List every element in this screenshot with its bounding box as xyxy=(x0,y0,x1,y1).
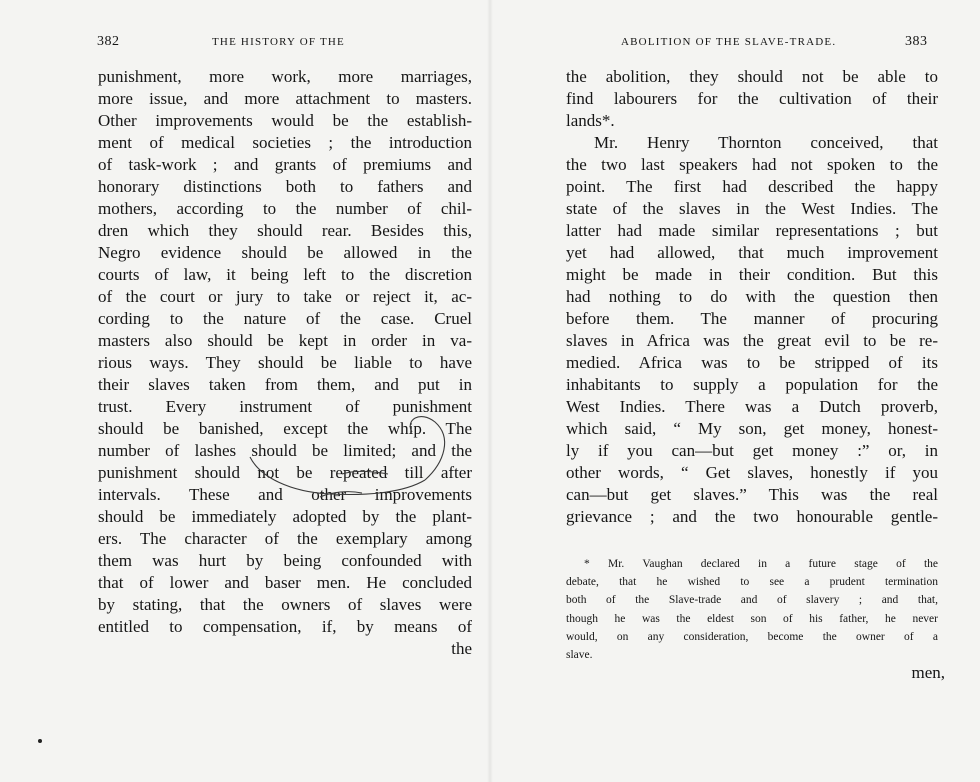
left-body-text xyxy=(98,66,472,660)
text-line: number of lashes should be limited; and the xyxy=(98,441,472,460)
text-line: had nothing to do with the question then xyxy=(566,287,938,306)
text-line: of task-work ; and grants of premiums and xyxy=(98,155,472,174)
right-body-text xyxy=(566,66,938,528)
text-line: entitled to compensation, if, by means of xyxy=(98,617,472,636)
text-line: before them. The manner of procuring xyxy=(566,309,938,328)
text-line: other words, “ Get slaves, honestly if you xyxy=(566,463,938,482)
text-line: should be banished, except the whip. The xyxy=(98,419,472,438)
text-line: medied. Africa was to be stripped of its xyxy=(566,353,938,372)
text-line: Negro evidence should be allowed in the xyxy=(98,243,472,262)
footnote-line: both of the Slave-trade and of slavery ; and that, xyxy=(566,594,938,607)
ink-speck xyxy=(38,739,42,743)
footnote xyxy=(566,555,938,664)
text-line: yet had allowed, that much improvement xyxy=(566,243,938,262)
text-line: them was hurt by being confounded with xyxy=(98,551,472,570)
footnote-line: would, on any consideration, become the owner of a xyxy=(566,630,938,643)
text-line: trust. Every instrument of punishment xyxy=(98,397,472,416)
right-page xyxy=(490,0,980,782)
footnote-line: though he was the eldest son of his father, he never xyxy=(566,612,938,625)
text-line: can—but get slaves.” This was the real xyxy=(566,485,938,504)
text-line: their slaves taken from them, and put in xyxy=(98,375,472,394)
text-line: Mr. Henry Thornton conceived, that xyxy=(594,133,938,152)
footnote-line: * Mr. Vaughan declared in a future stage of the xyxy=(584,558,938,570)
text-line: ers. The character of the exemplary among xyxy=(98,529,472,548)
text-line: lands*. xyxy=(566,111,615,130)
text-line: ly if you can—but get money :” or, in xyxy=(566,441,938,460)
catchword-line: the xyxy=(451,639,472,658)
footnote-line: slave. xyxy=(566,648,593,661)
text-line: punishment, more work, more marriages, xyxy=(98,67,472,86)
text-line: might be made in their condition. But this xyxy=(566,265,938,284)
footnote-line: debate, that he wished to see a prudent termination xyxy=(566,576,938,589)
text-line: Other improvements would be the establish- xyxy=(98,111,472,130)
pen-annotation-mark xyxy=(220,392,480,522)
right-running-head: ABOLITION OF THE SLAVE-TRADE. xyxy=(621,36,837,48)
text-line: intervals. These and other improvements xyxy=(98,485,472,504)
text-line: the abolition, they should not be able to xyxy=(566,67,938,86)
text-line: that of lower and baser men. He concluded xyxy=(98,573,472,592)
text-line: punishment should not be repeated till after xyxy=(98,463,472,482)
text-line: which said, “ My son, get money, honest- xyxy=(566,419,938,438)
text-line: should be immediately adopted by the plant- xyxy=(98,507,472,526)
text-line: rious ways. They should be liable to have xyxy=(98,353,472,372)
text-line: by stating, that the owners of slaves were xyxy=(98,595,472,614)
text-line: grievance ; and the two honourable gentle- xyxy=(566,507,938,526)
text-line: latter had made similar representations ; but xyxy=(566,221,938,240)
text-line: more issue, and more attachment to masters. xyxy=(98,89,472,108)
text-line: inhabitants to supply a population for the xyxy=(566,375,938,394)
text-line: dren which they should rear. Besides this, xyxy=(98,221,472,240)
text-line: mothers, according to the number of chil- xyxy=(98,199,472,218)
text-line: cording to the nature of the case. Cruel xyxy=(98,309,472,328)
left-running-head: THE HISTORY OF THE xyxy=(212,36,345,48)
text-line: of the court or jury to take or reject it, ac- xyxy=(98,287,472,306)
text-line: slaves in Africa was the great evil to be re- xyxy=(566,331,938,350)
text-line: the two last speakers had not spoken to the xyxy=(566,155,938,174)
text-line: honorary distinctions both to fathers and xyxy=(98,177,472,196)
right-catchword: men, xyxy=(911,663,945,682)
text-line: ment of medical societies ; the introduction xyxy=(98,133,472,152)
text-line: find labourers for the cultivation of their xyxy=(566,89,938,108)
text-line: courts of law, it being left to the discretion xyxy=(98,265,472,284)
text-line: masters also should be kept in order in va- xyxy=(98,331,472,350)
right-page-number: 383 xyxy=(905,34,928,49)
text-line: point. The first had described the happy xyxy=(566,177,938,196)
left-page-number: 382 xyxy=(97,34,120,49)
text-line: West Indies. There was a Dutch proverb, xyxy=(566,397,938,416)
text-line: state of the slaves in the West Indies. The xyxy=(566,199,938,218)
